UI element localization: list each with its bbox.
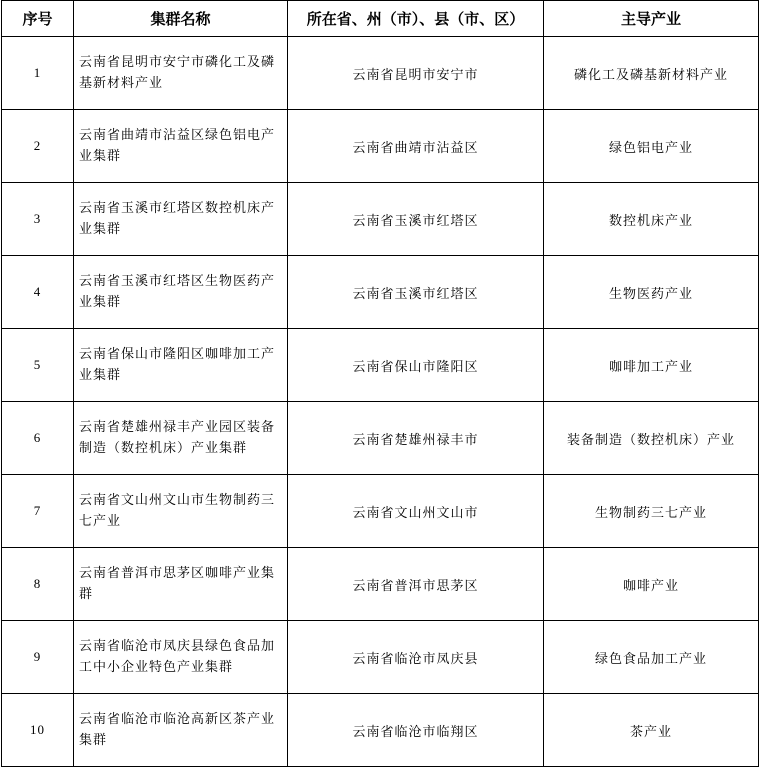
- cell-industry: 咖啡产业: [544, 548, 759, 621]
- cell-cluster-name: 云南省文山州文山市生物制药三七产业: [74, 475, 288, 548]
- table-row: [2, 621, 759, 694]
- cell-location: 云南省玉溪市红塔区: [288, 183, 544, 256]
- cell-location: 云南省曲靖市沾益区: [288, 110, 544, 183]
- header-location: 所在省、州（市）、县（市、区）: [288, 1, 544, 37]
- table-row: [2, 548, 759, 621]
- cell-no: 10: [2, 694, 74, 767]
- cell-location: 云南省昆明市安宁市: [288, 37, 544, 110]
- cell-no: 1: [2, 37, 74, 110]
- cell-industry: 数控机床产业: [544, 183, 759, 256]
- table-header: [2, 1, 759, 37]
- table-row: [2, 329, 759, 402]
- table-row: [2, 110, 759, 183]
- header-cluster-name: 集群名称: [74, 1, 288, 37]
- cell-no: 3: [2, 183, 74, 256]
- cell-cluster-name: 云南省昆明市安宁市磷化工及磷基新材料产业: [74, 37, 288, 110]
- cell-cluster-name: 云南省曲靖市沾益区绿色铝电产业集群: [74, 110, 288, 183]
- cell-cluster-name: 云南省玉溪市红塔区数控机床产业集群: [74, 183, 288, 256]
- table-row: [2, 475, 759, 548]
- cell-cluster-name: 云南省楚雄州禄丰产业园区装备制造（数控机床）产业集群: [74, 402, 288, 475]
- cell-location: 云南省玉溪市红塔区: [288, 256, 544, 329]
- cell-location: 云南省文山州文山市: [288, 475, 544, 548]
- industry-cluster-table: [1, 0, 759, 767]
- cell-location: 云南省临沧市临翔区: [288, 694, 544, 767]
- cell-industry: 绿色食品加工产业: [544, 621, 759, 694]
- table-row: [2, 402, 759, 475]
- cell-cluster-name: 云南省玉溪市红塔区生物医药产业集群: [74, 256, 288, 329]
- header-leading-industry: 主导产业: [544, 1, 759, 37]
- cell-no: 8: [2, 548, 74, 621]
- cell-no: 4: [2, 256, 74, 329]
- table-row: [2, 37, 759, 110]
- cell-location: 云南省保山市隆阳区: [288, 329, 544, 402]
- cell-industry: 磷化工及磷基新材料产业: [544, 37, 759, 110]
- cell-industry: 生物医药产业: [544, 256, 759, 329]
- cell-cluster-name: 云南省保山市隆阳区咖啡加工产业集群: [74, 329, 288, 402]
- cell-location: 云南省楚雄州禄丰市: [288, 402, 544, 475]
- cell-no: 6: [2, 402, 74, 475]
- cell-no: 5: [2, 329, 74, 402]
- cell-location: 云南省普洱市思茅区: [288, 548, 544, 621]
- cell-no: 9: [2, 621, 74, 694]
- table-row: [2, 694, 759, 767]
- header-no: 序号: [2, 1, 74, 37]
- cell-industry: 咖啡加工产业: [544, 329, 759, 402]
- table-row: [2, 183, 759, 256]
- header-row: [2, 1, 759, 37]
- table-row: [2, 256, 759, 329]
- cell-cluster-name: 云南省临沧市临沧高新区茶产业集群: [74, 694, 288, 767]
- cell-cluster-name: 云南省临沧市凤庆县绿色食品加工中小企业特色产业集群: [74, 621, 288, 694]
- cell-industry: 茶产业: [544, 694, 759, 767]
- cell-location: 云南省临沧市凤庆县: [288, 621, 544, 694]
- table-body: [2, 37, 759, 767]
- cell-no: 7: [2, 475, 74, 548]
- cell-no: 2: [2, 110, 74, 183]
- cell-industry: 绿色铝电产业: [544, 110, 759, 183]
- cell-cluster-name: 云南省普洱市思茅区咖啡产业集群: [74, 548, 288, 621]
- cell-industry: 生物制药三七产业: [544, 475, 759, 548]
- cell-industry: 装备制造（数控机床）产业: [544, 402, 759, 475]
